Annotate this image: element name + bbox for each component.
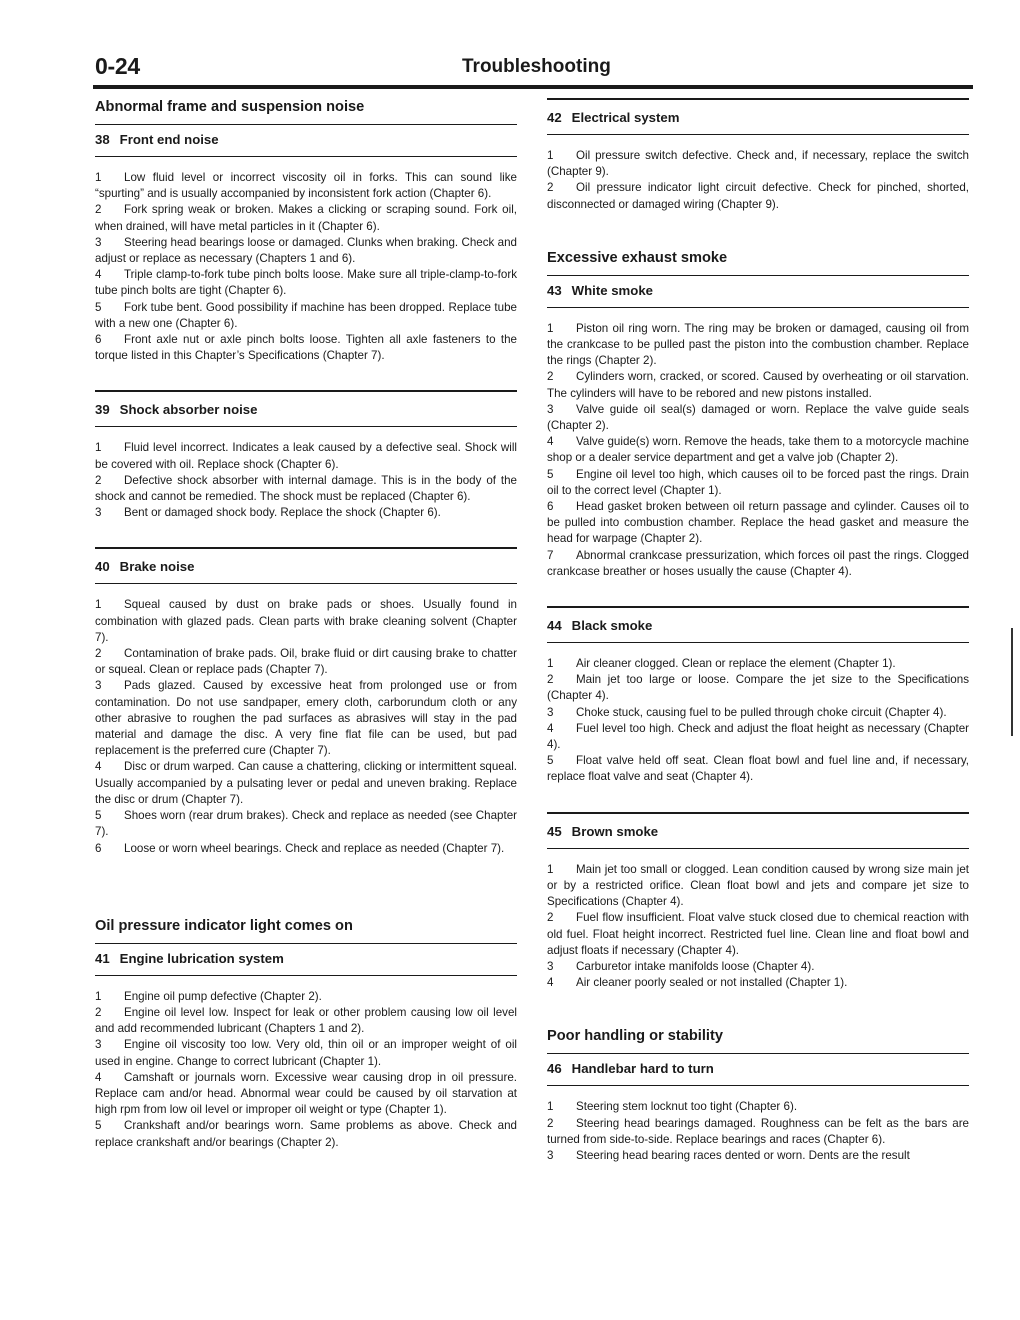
list-item <box>95 841 517 857</box>
section-number: 39 <box>95 402 110 418</box>
item-number: 2 <box>547 673 554 687</box>
section-title: Brake noise <box>119 559 195 575</box>
item-number: 2 <box>547 911 554 925</box>
list-item <box>547 862 969 911</box>
list-item <box>95 267 517 299</box>
list-item <box>95 597 517 646</box>
page-number: 0-24 <box>95 53 140 79</box>
section-40-items <box>95 597 517 856</box>
section-44-items <box>547 656 969 786</box>
section-number: 44 <box>547 618 562 634</box>
list-item <box>95 1005 517 1037</box>
section-42-items <box>547 148 969 213</box>
section-40-heading <box>95 547 517 584</box>
list-item <box>547 1148 969 1164</box>
item-number: 7 <box>547 548 554 562</box>
item-text: Steering head bearings damaged. Roughness can be felt as the bars are turned from side-to-side. Replace bearings and races (Chapter 6). <box>547 1116 969 1146</box>
item-text: Low fluid level or incorrect viscosity oil in forks. This can sound like “spurting” and is usually accompanied by inconsistent fork action (Chapter 6). <box>95 171 517 201</box>
section-44-heading <box>547 606 969 643</box>
item-number: 1 <box>547 1100 554 1114</box>
item-text: Choke stuck, causing fuel to be pulled through choke circuit (Chapter 4). <box>576 705 947 719</box>
item-text: Piston oil ring worn. The ring may be broken or damaged, causing oil from the crankcase to be pulled past the piston into the combustion chamber. Replace the rings (Chapter 2). <box>547 321 969 368</box>
item-text: Main jet too large or loose. Compare the jet size to the Specifications (Chapter 4). <box>547 673 969 703</box>
section-number: 42 <box>547 110 562 125</box>
list-item <box>547 548 969 580</box>
item-text: Fluid level incorrect. Indicates a leak caused by a defective seal. Shock will be covered with oil. Replace shock (Chapter 6). <box>95 441 517 471</box>
item-text: Fuel flow insufficient. Float valve stuck closed due to chemical reaction with old fuel. Float height incorrect. Restricted fuel line. Clean line and float bowl and adjust floats if necessary (Chapter 4). <box>547 911 969 957</box>
list-item <box>547 402 969 434</box>
section-38-items <box>95 170 517 364</box>
item-number: 1 <box>95 441 102 455</box>
list-item <box>547 369 969 401</box>
item-number: 4 <box>95 760 102 774</box>
section-41 <box>95 944 517 1151</box>
section-43-heading <box>547 276 969 308</box>
list-item <box>547 753 969 785</box>
heading-exhaust-smoke: Excessive exhaust smoke <box>547 249 969 276</box>
section-39-items <box>95 440 517 521</box>
list-item <box>95 440 517 472</box>
section-number: 38 <box>95 132 110 147</box>
section-43 <box>547 276 969 580</box>
item-number: 1 <box>95 989 102 1003</box>
section-45-items <box>547 862 969 992</box>
section-38-heading <box>95 125 517 157</box>
list-item <box>95 505 517 521</box>
item-text: Pads glazed. Caused by excessive heat from prolonged use or from contamination. Do not use sandpaper, emery cloth, carborundum cloth or any other abrasive to roughen the pad surfaces as abrasives will stay in the pad material and damage the disc. A very fine flat file can be used, but pad replacement is the preferred cure (Chapter 7). <box>95 679 517 758</box>
list-item <box>95 759 517 808</box>
section-38 <box>95 125 517 364</box>
item-text: Abnormal crankcase pressurization, which forces oil past the rings. Clogged crankcase breather or hoses usually the cause (Chapter 4). <box>547 548 969 578</box>
item-text: Valve guide oil seal(s) damaged or worn. Replace the valve guide seals (Chapter 2). <box>547 402 969 433</box>
item-text: Fuel level too high. Check and adjust the float height as necessary (Chapter 4). <box>547 721 969 752</box>
item-text: Air cleaner clogged. Clean or replace the element (Chapter 1). <box>576 657 896 671</box>
item-number: 3 <box>95 235 102 249</box>
item-text: Air cleaner poorly sealed or not installed (Chapter 1). <box>576 976 848 990</box>
item-text: Fork spring weak or broken. Makes a clicking or scraping sound. Fork oil, when drained, will have metal particles in it (Chapter 6). <box>95 203 517 233</box>
list-item <box>547 910 969 959</box>
item-text: Fork tube bent. Good possibility if machine has been dropped. Replace tube with a new one (Chapter 6). <box>95 300 517 330</box>
right-column <box>547 98 969 1164</box>
list-item <box>95 332 517 364</box>
list-item <box>547 148 969 180</box>
item-number: 2 <box>95 1005 102 1019</box>
item-number: 6 <box>547 500 554 514</box>
section-title: Handlebar hard to turn <box>571 1061 714 1077</box>
item-text: Engine oil viscosity too low. Very old, thin oil or an improper weight of oil used in engine. Change to correct lubricant (Chapter 1). <box>95 1038 517 1068</box>
section-title: White smoke <box>571 282 654 298</box>
item-number: 5 <box>95 809 102 823</box>
item-number: 4 <box>547 435 554 449</box>
list-item <box>547 499 969 548</box>
section-number: 46 <box>547 1061 562 1077</box>
item-text: Engine oil pump defective (Chapter 2). <box>124 989 322 1003</box>
header-rule <box>93 85 973 89</box>
list-item <box>95 646 517 678</box>
section-title: Brown smoke <box>571 823 659 839</box>
item-number: 4 <box>95 268 102 282</box>
page-title: Troubleshooting <box>462 56 611 77</box>
item-number: 6 <box>95 333 102 347</box>
section-39 <box>95 390 517 521</box>
item-number: 1 <box>547 657 554 671</box>
list-item <box>95 300 517 332</box>
list-item <box>95 1118 517 1150</box>
item-number: 5 <box>547 754 554 768</box>
item-number: 2 <box>95 647 102 661</box>
item-number: 5 <box>95 300 102 314</box>
item-text: Cylinders worn, cracked, or scored. Caused by overheating or oil starvation. The cylinders will have to be rebored and new pistons installed. <box>547 370 969 400</box>
item-text: Main jet too small or clogged. Lean condition caused by wrong size main jet or by a restricted orifice. Clean float bowl and jets and compare jet size to Specifications (Chapter 4). <box>547 862 969 909</box>
item-number: 3 <box>547 705 554 719</box>
list-item <box>95 473 517 505</box>
item-number: 4 <box>547 721 554 735</box>
item-text: Squeal caused by dust on brake pads or shoes. Usually found in combination with glazed pads. Clean parts with brake cleaning solvent (Chapter 7). <box>95 598 517 644</box>
item-number: 1 <box>547 862 554 876</box>
item-number: 3 <box>95 506 102 520</box>
heading-oil-pressure-light: Oil pressure indicator light comes on <box>95 917 517 944</box>
list-item <box>95 235 517 267</box>
item-text: Steering stem locknut too tight (Chapter 6). <box>576 1100 798 1114</box>
item-number: 3 <box>547 959 554 973</box>
item-number: 3 <box>547 402 554 416</box>
list-item <box>547 672 969 704</box>
item-text: Oil pressure switch defective. Check and, if necessary, replace the switch (Chapter 9). <box>547 149 969 179</box>
item-text: Triple clamp-to-fork tube pinch bolts loose. Make sure all triple-clamp-to-fork tube pinch bolts are tight (Chapter 6). <box>95 268 517 298</box>
item-text: Defective shock absorber with internal damage. This is in the body of the shock and cannot be remedied. The shock must be replaced (Chapter 6). <box>95 473 517 504</box>
list-item <box>95 170 517 202</box>
margin-mark <box>1011 628 1013 736</box>
section-39-heading <box>95 390 517 427</box>
section-45 <box>547 812 969 992</box>
item-number: 4 <box>95 1070 102 1084</box>
list-item <box>547 467 969 499</box>
list-item <box>547 959 969 975</box>
item-text: Contamination of brake pads. Oil, brake fluid or dirt causing brake to chatter or squeal. Clean or replace pads (Chapter 7). <box>95 647 517 677</box>
section-41-items <box>95 989 517 1151</box>
list-item <box>547 1116 969 1148</box>
item-text: Steering head bearings loose or damaged. Clunks when braking. Check and adjust or replace as necessary (Chapters 1 and 6). <box>95 235 517 266</box>
list-item <box>95 678 517 759</box>
list-item <box>547 975 969 991</box>
section-number: 41 <box>95 950 110 966</box>
item-number: 3 <box>95 679 102 693</box>
item-text: Camshaft or journals worn. Excessive wear causing drop in oil pressure. Replace cam and/or head. Abnormal wear could be caused by oil starvation at high rpm from low oil level or improper oil weight or type (Chapter 1). <box>95 1070 517 1117</box>
list-item <box>547 180 969 212</box>
section-title: Electrical system <box>571 110 680 125</box>
list-item <box>95 202 517 234</box>
list-item <box>547 705 969 721</box>
section-42 <box>547 98 969 213</box>
item-number: 2 <box>95 203 102 217</box>
section-46-heading <box>547 1054 969 1086</box>
section-title: Engine lubrication system <box>119 950 284 966</box>
item-number: 2 <box>547 181 554 195</box>
item-number: 1 <box>95 598 102 612</box>
list-item <box>547 656 969 672</box>
list-item <box>547 434 969 466</box>
list-item <box>95 808 517 840</box>
item-text: Oil pressure indicator light circuit defective. Check for pinched, shorted, disconnected or damaged wiring (Chapter 9). <box>547 181 969 211</box>
left-column <box>95 98 517 1151</box>
section-44 <box>547 606 969 786</box>
section-number: 45 <box>547 823 562 839</box>
item-text: Engine oil level too high, which causes oil to be forced past the rings. Drain oil to the correct level (Chapter 1). <box>547 467 969 497</box>
item-text: Float valve held off seat. Clean float bowl and fuel line and, if necessary, replace float valve and seat (Chapter 4). <box>547 754 969 784</box>
section-number: 40 <box>95 559 110 575</box>
item-text: Engine oil level low. Inspect for leak or other problem causing low oil level and add recommended lubricant (Chapters 1 and 2). <box>95 1005 517 1036</box>
heading-poor-handling: Poor handling or stability <box>547 1027 969 1054</box>
item-text: Disc or drum warped. Can cause a chattering, clicking or intermittent squeal. Usually accompanied by a pulsating lever or pedal and uneven braking. Replace the disc or drum (Chapter 7). <box>95 760 517 806</box>
list-item <box>547 1099 969 1115</box>
item-text: Carburetor intake manifolds loose (Chapter 4). <box>576 959 815 973</box>
section-40 <box>95 547 517 856</box>
item-number: 4 <box>547 976 554 990</box>
item-number: 1 <box>547 321 554 335</box>
item-number: 6 <box>95 841 102 855</box>
item-number: 5 <box>547 467 554 481</box>
section-46 <box>547 1054 969 1164</box>
item-text: Front axle nut or axle pinch bolts loose. Tighten all axle fasteners to the torque listed in this Chapter’s Specifications (Chapter 7). <box>95 333 517 363</box>
section-title: Black smoke <box>571 618 653 634</box>
section-title: Front end noise <box>119 132 219 147</box>
section-number: 43 <box>547 282 562 298</box>
item-text: Shoes worn (rear drum brakes). Check and replace as needed (see Chapter 7). <box>95 809 517 839</box>
heading-frame-suspension-noise: Abnormal frame and suspension noise <box>95 98 517 125</box>
item-number: 5 <box>95 1119 102 1133</box>
section-45-heading <box>547 812 969 849</box>
list-item <box>95 1070 517 1119</box>
list-item <box>95 1037 517 1069</box>
item-text: Valve guide(s) worn. Remove the heads, take them to a motorcycle machine shop or a dealer service department and get a valve job (Chapter 2). <box>547 435 969 465</box>
item-number: 3 <box>547 1148 554 1162</box>
item-number: 1 <box>547 149 554 162</box>
item-number: 2 <box>547 1116 554 1130</box>
section-title: Shock absorber noise <box>119 402 258 418</box>
list-item <box>547 321 969 370</box>
list-item <box>547 721 969 753</box>
section-43-items <box>547 321 969 580</box>
list-item <box>95 989 517 1005</box>
section-46-items <box>547 1099 969 1164</box>
item-text: Crankshaft and/or bearings worn. Same problems as above. Check and replace crankshaft and/or bearings (Chapter 2). <box>95 1119 517 1149</box>
item-number: 3 <box>95 1038 102 1052</box>
item-text: Loose or worn wheel bearings. Check and replace as needed (Chapter 7). <box>124 841 505 855</box>
item-text: Bent or damaged shock body. Replace the shock (Chapter 6). <box>124 506 441 520</box>
item-text: Head gasket broken between oil return passage and cylinder. Causes oil to be pulled into combustion chamber. Replace the head gasket and measure the head for warpage (Chapter 2). <box>547 500 969 546</box>
section-42-heading <box>547 98 969 135</box>
item-text: Steering head bearing races dented or worn. Dents are the result <box>576 1148 910 1162</box>
item-number: 2 <box>95 473 102 487</box>
item-number: 1 <box>95 171 102 184</box>
item-number: 2 <box>547 370 554 384</box>
section-41-heading <box>95 944 517 976</box>
